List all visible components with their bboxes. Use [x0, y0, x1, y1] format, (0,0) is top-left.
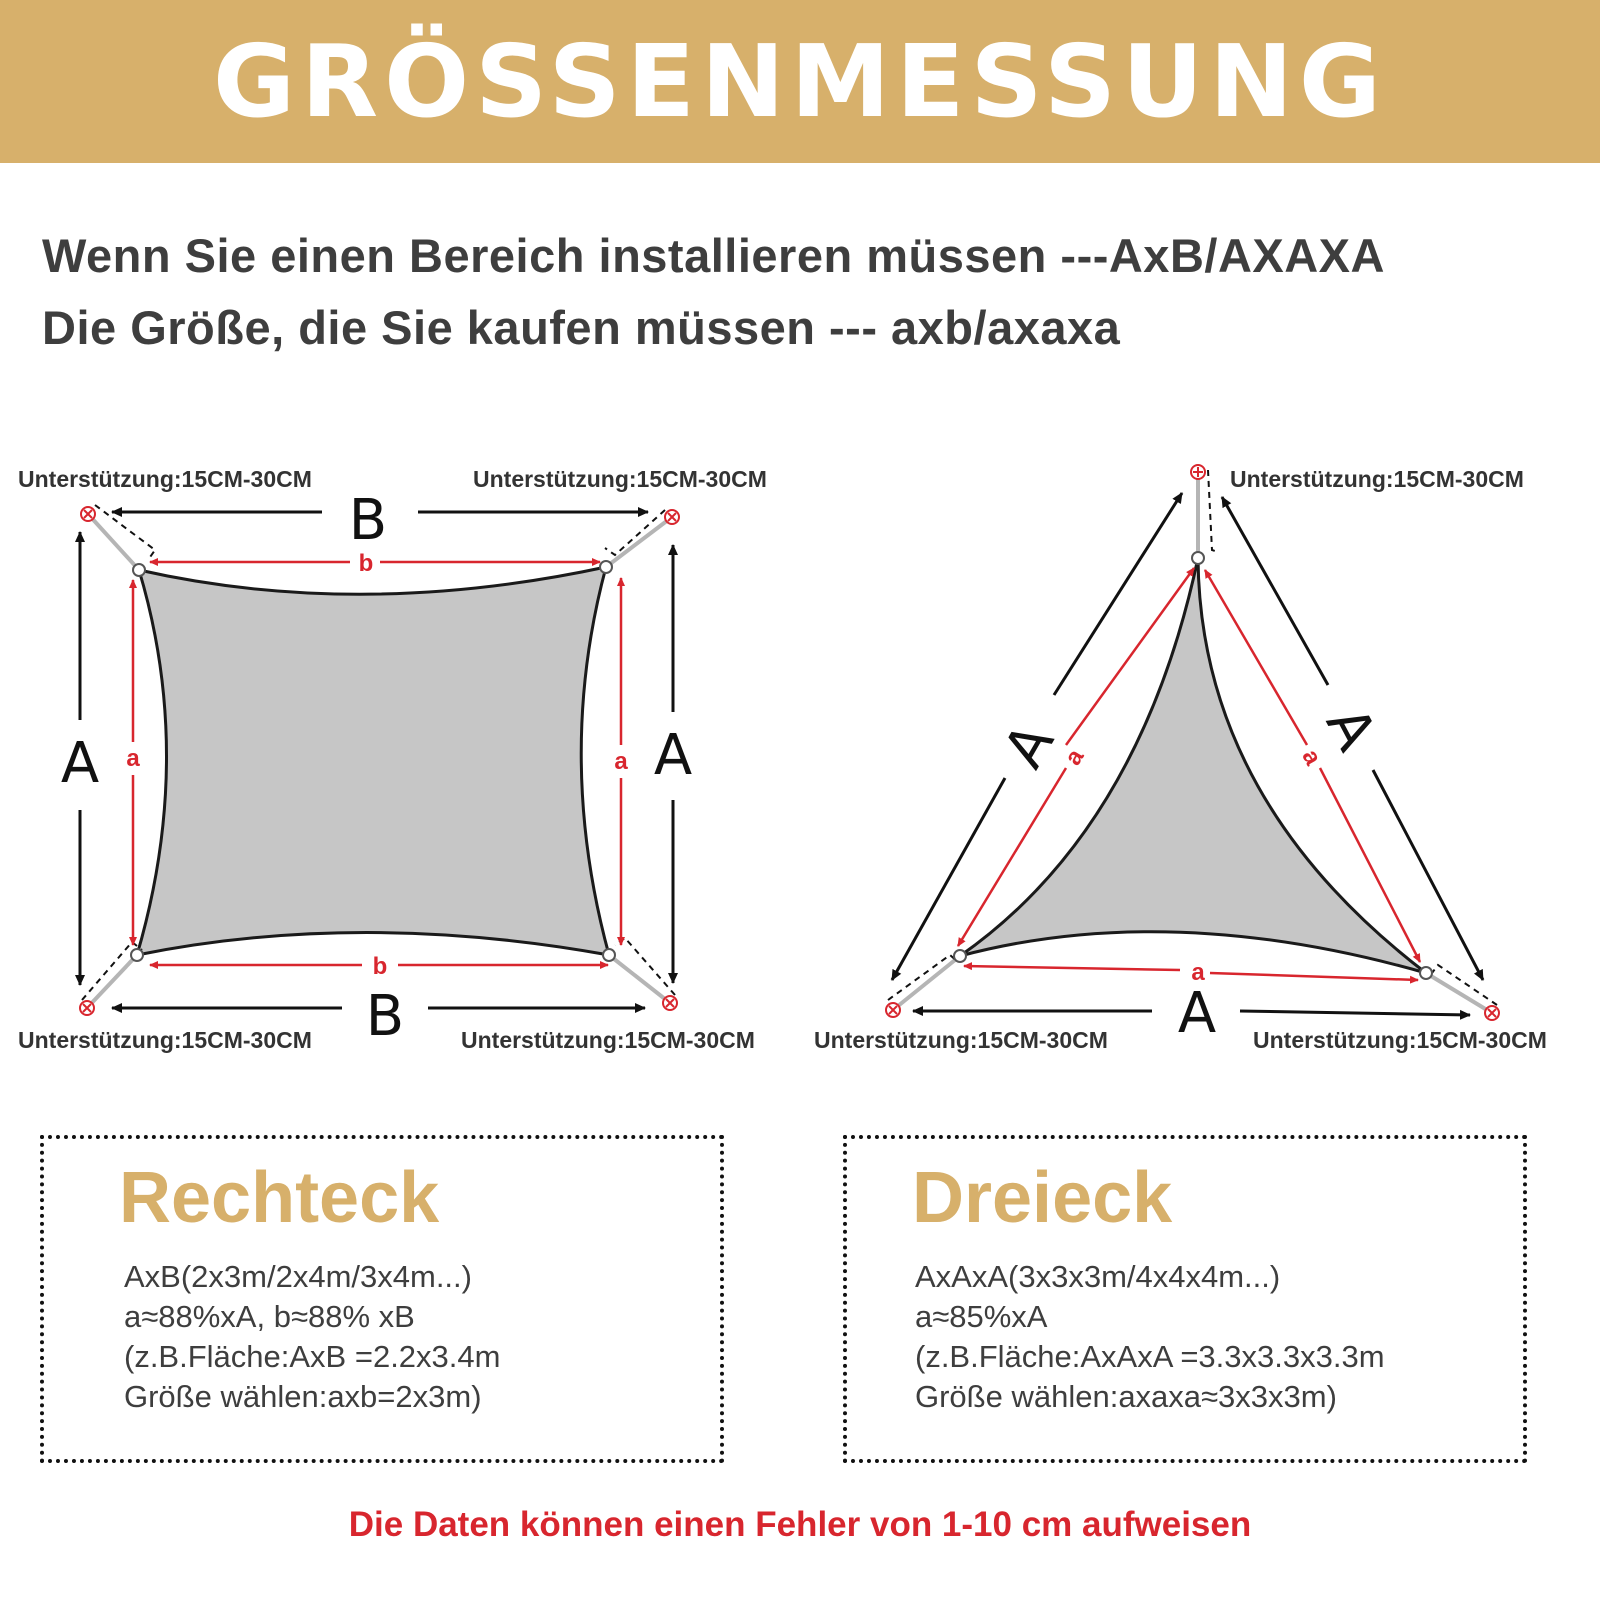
triangle-box-lines: [915, 1257, 1385, 1417]
intro-line-size: Die Größe, die Sie kaufen müssen --- axb/axaxa: [42, 301, 1121, 354]
error-tolerance-note: Die Daten können einen Fehler von 1-10 cm aufweisen: [348, 1505, 1252, 1544]
page-title: GRÖSSENMESSUNG: [213, 23, 1387, 140]
rect-support-label-top-left: Unterstützung:15CM-30CM: [18, 466, 312, 492]
tri-support-label-bottom-left: Unterstützung:15CM-30CM: [814, 1027, 1108, 1053]
rectangle-box-line: AxB(2x3m/2x4m/3x4m...): [124, 1259, 472, 1294]
rect-inner-bottom-label: b: [372, 953, 388, 980]
tri-inner-bottom-label: a: [1191, 959, 1205, 986]
rectangle-sail-shape: [137, 567, 609, 955]
tri-support-label-top: Unterstützung:15CM-30CM: [1230, 466, 1524, 492]
rectangle-box-line: a≈88%xA, b≈88% xB: [124, 1299, 415, 1334]
rectangle-box-title: Rechteck: [119, 1158, 440, 1238]
rect-support-label-bottom-left: Unterstützung:15CM-30CM: [18, 1027, 312, 1053]
rectangle-diagram: [18, 466, 767, 1053]
rect-outer-bottom-label: B: [365, 984, 405, 1049]
rect-outer-top-label: B: [348, 488, 388, 553]
tri-outer-right-label: A: [1312, 696, 1389, 761]
tri-outer-left-label: A: [991, 712, 1068, 779]
rect-support-label-top-right: Unterstützung:15CM-30CM: [473, 466, 767, 492]
tri-outer-bottom-label: A: [1177, 981, 1217, 1046]
rect-outer-left-label: A: [60, 731, 100, 796]
rectangle-box-line: (z.B.Fläche:AxB =2.2x3.4m: [124, 1339, 501, 1374]
triangle-box-line: AxAxA(3x3x3m/4x4x4m...): [915, 1259, 1281, 1294]
rect-inner-top-label: b: [358, 550, 374, 577]
triangle-box-line: a≈85%xA: [915, 1299, 1048, 1334]
triangle-diagram: [814, 465, 1547, 1053]
rectangle-info-box: [40, 1135, 724, 1463]
rect-support-label-bottom-right: Unterstützung:15CM-30CM: [461, 1027, 755, 1053]
rect-inner-left-label: a: [126, 745, 140, 772]
rect-inner-right-label: a: [614, 748, 628, 775]
tri-inner-right-label: a: [1296, 744, 1327, 770]
rectangle-box-line: Größe wählen:axb=2x3m): [124, 1379, 482, 1414]
triangle-box-title: Dreieck: [912, 1158, 1173, 1238]
triangle-box-line: Größe wählen:axaxa≈3x3x3m): [915, 1379, 1337, 1414]
tri-inner-left-label: a: [1059, 744, 1090, 771]
intro-line-area: Wenn Sie einen Bereich installieren müssen ---AxB/AXAXA: [42, 229, 1385, 282]
tri-support-label-bottom-right: Unterstützung:15CM-30CM: [1253, 1027, 1547, 1053]
triangle-box-line: (z.B.Fläche:AxAxA =3.3x3.3x3.3m: [915, 1339, 1385, 1374]
triangle-info-box: [843, 1135, 1527, 1463]
rectangle-box-lines: [124, 1257, 500, 1417]
rect-outer-right-label: A: [653, 723, 693, 788]
